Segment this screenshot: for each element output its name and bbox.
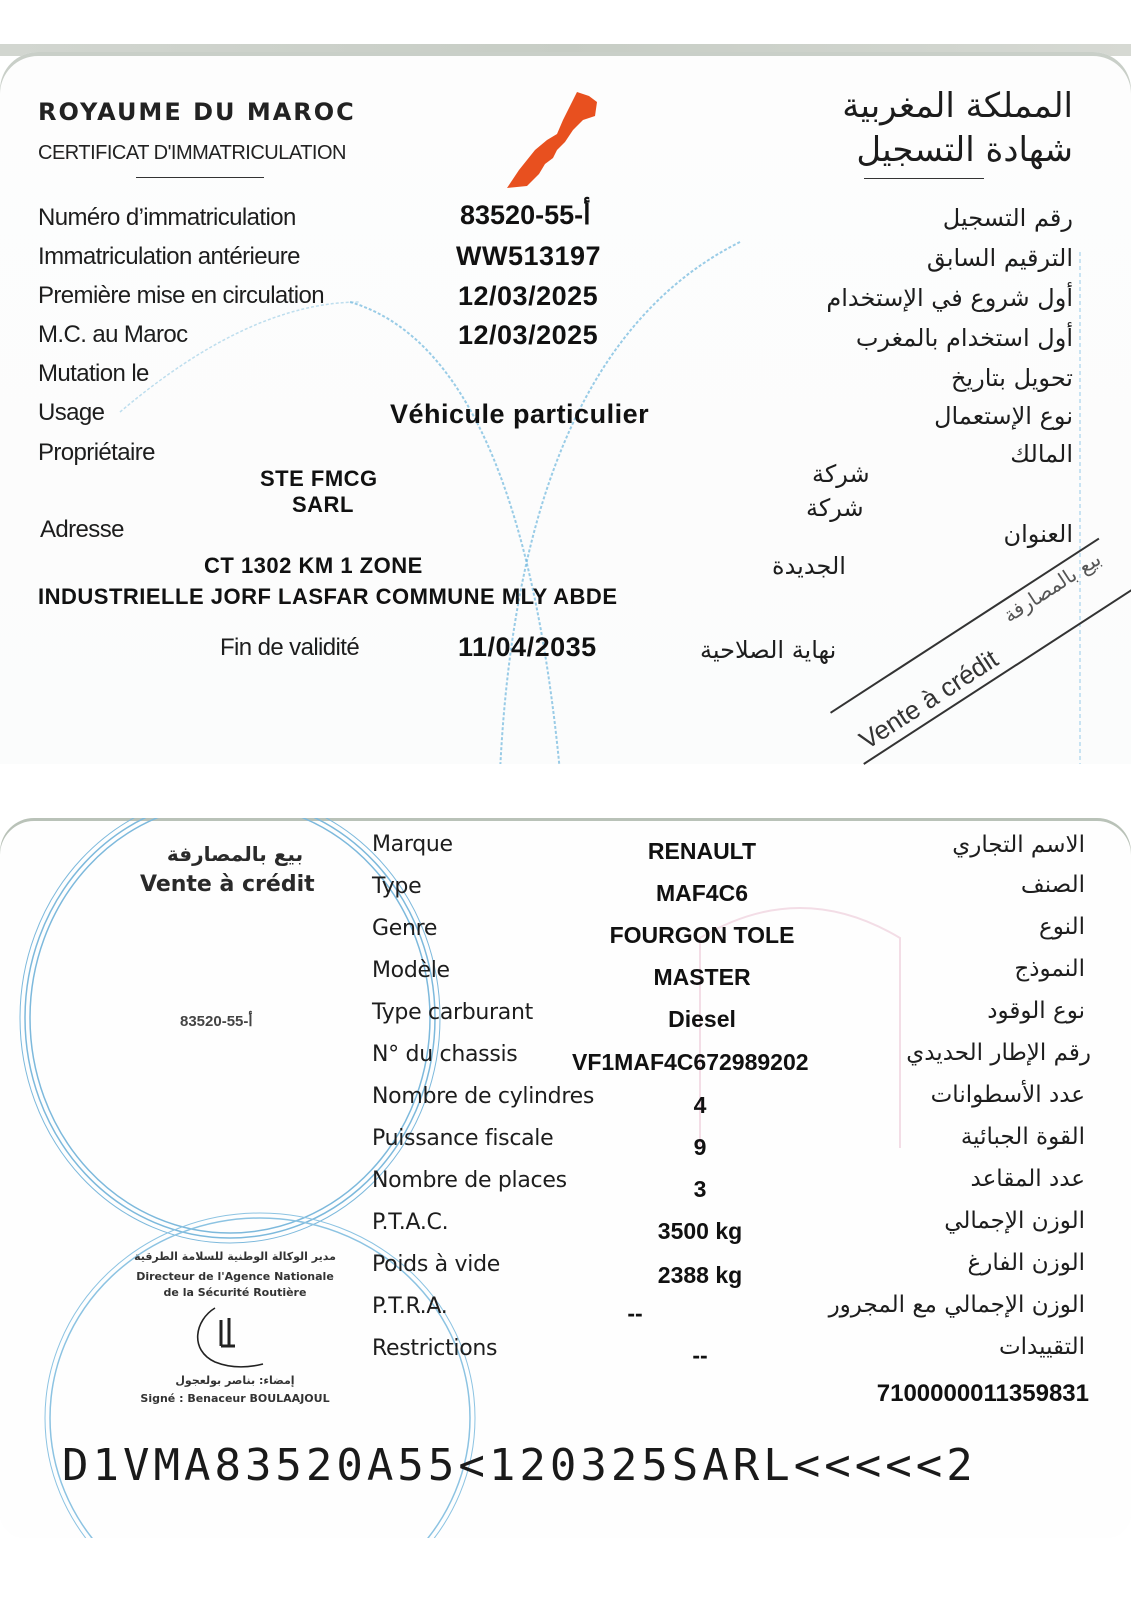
value-chassis-number: VF1MAF4C672989202: [572, 1049, 809, 1075]
label-cylinders: Nombre de cylindres: [372, 1084, 595, 1109]
label-ar-brand: الاسم التجاري: [952, 832, 1085, 858]
label-ar-previous-registration: الترقيم السابق: [926, 244, 1073, 272]
plate-number-small: 83520-أ-55: [180, 1013, 253, 1030]
label-fuel-type: Type carburant: [372, 1000, 533, 1025]
owner-name-line2: SARL: [292, 492, 354, 517]
machine-readable-zone: D1VMA83520A55<120325SARL<<<<<2: [62, 1440, 977, 1491]
label-ar-fuel-type: نوع الوقود: [987, 998, 1085, 1024]
value-type: MAF4C6: [655, 880, 748, 906]
value-empty-weight: 2388 kg: [657, 1262, 743, 1288]
signature-title-ar: مدير الوكالة الوطنية للسلامة الطرقية: [134, 1250, 336, 1263]
label-ar-validity-end: نهاية الصلاحية: [700, 636, 837, 664]
label-first-circulation: Première mise en circulation: [38, 282, 324, 309]
label-brand: Marque: [372, 832, 453, 857]
label-ar-chassis-number: رقم الإطار الحديدي: [906, 1040, 1091, 1066]
label-ar-seats: عدد المقاعد: [970, 1166, 1085, 1192]
title-ar-underline: [864, 178, 984, 179]
label-ptac: P.T.A.C.: [372, 1210, 449, 1235]
label-ar-model: النموذج: [1014, 956, 1085, 982]
signature-title-fr-line1: Directeur de l'Agence Nationale: [136, 1270, 334, 1283]
value-restrictions: --: [692, 1342, 708, 1368]
certificate-title-fr: CERTIFICAT D'IMMATRICULATION: [38, 142, 346, 164]
label-usage: Usage: [38, 399, 105, 426]
owner-name-line1: STE FMCG: [260, 466, 378, 491]
label-previous-registration: Immatriculation antérieure: [38, 243, 300, 270]
value-model: MASTER: [653, 964, 751, 990]
value-seats: 3: [693, 1176, 707, 1202]
handwritten-signature: [185, 1302, 265, 1372]
morocco-map-icon: [505, 90, 605, 190]
label-empty-weight: Poids à vide: [372, 1252, 500, 1277]
credit-sale-stamp-ar: بيع بالمصارفة: [998, 546, 1106, 628]
label-ar-fiscal-power: القوة الجبائية: [960, 1124, 1085, 1150]
signature-title-fr-line2: de la Sécurité Routière: [163, 1286, 307, 1299]
label-ar-mc-maroc: أول استخدام بالمغرب: [855, 324, 1073, 352]
label-seats: Nombre de places: [372, 1168, 567, 1193]
value-mc-maroc: 12/03/2025: [458, 320, 599, 350]
credit-sale-fr: Vente à crédit: [140, 872, 315, 897]
value-previous-registration: WW513197: [456, 241, 602, 271]
label-ar-cylinders: عدد الأسطوانات: [930, 1082, 1085, 1108]
value-usage: Véhicule particulier: [390, 399, 650, 429]
country-name-ar: المملكة المغربية: [842, 86, 1073, 126]
label-ar-first-circulation: أول شروع في الإستخدام: [826, 284, 1073, 312]
label-ar-restrictions: التقييدات: [999, 1334, 1085, 1360]
credit-sale-ar: بيع بالمصارفة: [166, 842, 304, 866]
value-validity-end: 11/04/2035: [458, 632, 597, 662]
value-registration-number: 83520-أ-55: [460, 200, 591, 230]
label-ar-type: الصنف: [1020, 872, 1085, 898]
label-address: Adresse: [40, 516, 124, 543]
label-ar-owner: المالك: [1010, 440, 1073, 468]
label-mutation: Mutation le: [38, 360, 149, 387]
label-genre: Genre: [372, 916, 438, 941]
label-type: Type: [372, 874, 422, 899]
address-line1: CT 1302 KM 1 ZONE: [204, 553, 423, 578]
signed-by-fr: Signé : Benaceur BOULAAJOUL: [140, 1392, 330, 1405]
value-genre: FOURGON TOLE: [609, 922, 795, 948]
value-ptac: 3500 kg: [657, 1218, 743, 1244]
value-fuel-type: Diesel: [668, 1006, 736, 1032]
label-owner: Propriétaire: [38, 439, 155, 466]
label-model: Modèle: [372, 958, 450, 983]
owner-name-ar-line2: شركة: [806, 494, 864, 522]
address-line2: INDUSTRIELLE JORF LASFAR COMMUNE MLY ABDE: [38, 584, 618, 609]
value-ptra: --: [627, 1300, 643, 1326]
label-mc-maroc: M.C. au Maroc: [38, 321, 188, 348]
label-restrictions: Restrictions: [372, 1336, 498, 1361]
certificate-title-ar: شهادة التسجيل: [856, 130, 1073, 170]
title-underline: [136, 177, 264, 178]
card-serial-number: 7100000011359831: [876, 1380, 1089, 1407]
label-validity-end: Fin de validité: [220, 634, 360, 661]
value-fiscal-power: 9: [693, 1134, 707, 1160]
label-registration-number: Numéro d’immatriculation: [38, 204, 296, 231]
label-ptra: P.T.R.A.: [372, 1294, 448, 1319]
signed-by-ar: إمضاء: بناصر بولعجول: [175, 1374, 295, 1387]
owner-name-ar-line1: شركة: [812, 460, 870, 488]
value-cylinders: 4: [693, 1092, 707, 1118]
label-ar-registration-number: رقم التسجيل: [942, 204, 1073, 232]
label-ar-mutation: تحويل بتاريخ: [950, 364, 1073, 392]
label-chassis-number: N° du chassis: [372, 1042, 518, 1067]
label-ar-ptac: الوزن الإجمالي: [944, 1208, 1085, 1234]
value-brand: RENAULT: [647, 838, 757, 864]
label-ar-empty-weight: الوزن الفارغ: [967, 1250, 1085, 1276]
label-fiscal-power: Puissance fiscale: [372, 1126, 554, 1151]
label-ar-genre: النوع: [1039, 914, 1085, 940]
label-ar-address: العنوان: [1003, 520, 1073, 548]
address-city-ar: الجديدة: [772, 552, 846, 580]
label-ar-ptra: الوزن الإجمالي مع المجرور: [828, 1292, 1085, 1318]
value-first-circulation: 12/03/2025: [458, 281, 599, 311]
credit-sale-stamp-fr: Vente à crédit: [853, 643, 1004, 756]
label-ar-usage: نوع الإستعمال: [934, 402, 1073, 430]
country-name-fr: ROYAUME DU MAROC: [38, 98, 356, 126]
